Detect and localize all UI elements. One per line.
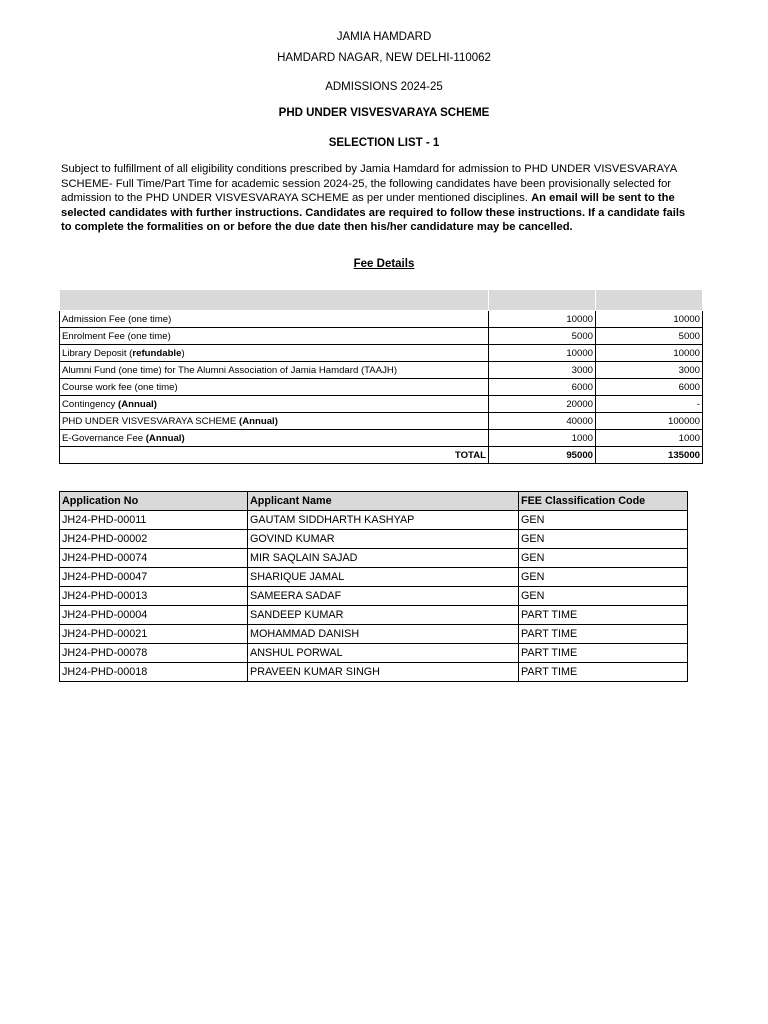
fee-classification-code: GEN: [519, 549, 688, 568]
application-no: JH24-PHD-00011: [60, 511, 248, 530]
institution-name: JAMIA HAMDARD: [336, 31, 432, 43]
table-row: [60, 549, 688, 568]
fee-label: Alumni Fund (one time) for The Alumni Association of Jamia Hamdard (TAAJH): [62, 364, 398, 376]
fee-amount-col2: 10000: [596, 311, 703, 328]
application-no: JH24-PHD-00078: [60, 644, 248, 663]
table-row: [60, 606, 688, 625]
notice-bold-text: An email will be sent to the selected candidates with further instructions. Candidates are required to follow these instructions. If a candidate fails to complete the formalities on or before the due date then his/her candidature may be cancelled.: [61, 192, 686, 234]
program-title: PHD UNDER VISVESVARAYA SCHEME: [278, 107, 490, 119]
table-row: [60, 587, 688, 606]
fee-classification-code: PART TIME: [519, 606, 688, 625]
fee-label-cell: [60, 396, 489, 413]
fee-row: [60, 413, 703, 430]
fee-amount-col1: 40000: [489, 413, 596, 430]
applicant-name: PRAVEEN KUMAR SINGH: [248, 663, 519, 682]
table-row: [60, 530, 688, 549]
institution-address: HAMDARD NAGAR, NEW DELHI-110062: [277, 52, 491, 64]
fee-header-cell: [596, 291, 703, 311]
fee-total-row: [60, 447, 703, 464]
notice-paragraph: [61, 162, 691, 235]
fee-label: Course work fee (one time): [62, 381, 178, 393]
fee-label-emphasis: (Annual): [239, 415, 278, 427]
fee-amount-col2: -: [596, 396, 703, 413]
fee-label: Admission Fee (one time): [62, 313, 172, 325]
fee-row: [60, 362, 703, 379]
fee-row: [60, 396, 703, 413]
fee-total-col1: 95000: [489, 447, 596, 464]
fee-classification-code: GEN: [519, 568, 688, 587]
fee-label-cell: [60, 362, 489, 379]
fee-label-cell: [60, 379, 489, 396]
notice-text: Subject to fulfillment of all eligibility conditions prescribed by Jamia Hamdard for admission to PHD UNDER VISVESVARAYA SCHEME- Full Time/Part Time for academic session 2024-25, the following candidates have been provisionally selected for admission to the PHD UNDER VISVESVARAYA SCHEME as per under mentioned disciplines.: [61, 163, 677, 205]
application-no: JH24-PHD-00018: [60, 663, 248, 682]
applicant-name: SAMEERA SADAF: [248, 587, 519, 606]
application-no: JH24-PHD-00004: [60, 606, 248, 625]
fee-label: E-Governance Fee: [62, 432, 146, 444]
table-row: [60, 511, 688, 530]
applicant-name: MOHAMMAD DANISH: [248, 625, 519, 644]
fee-amount-col2: 6000: [596, 379, 703, 396]
fee-total-col2: 135000: [596, 447, 703, 464]
table-row: [60, 644, 688, 663]
application-no: JH24-PHD-00021: [60, 625, 248, 644]
fee-label-cell: [60, 311, 489, 328]
fee-row: [60, 430, 703, 447]
applicant-name: ANSHUL PORWAL: [248, 644, 519, 663]
fee-table: [59, 290, 703, 464]
fee-classification-code: PART TIME: [519, 625, 688, 644]
fee-row: [60, 379, 703, 396]
fee-amount-col1: 5000: [489, 328, 596, 345]
fee-classification-code: PART TIME: [519, 663, 688, 682]
header-applicant-name: Applicant Name: [248, 492, 519, 511]
fee-amount-col2: 5000: [596, 328, 703, 345]
selection-list-title: SELECTION LIST - 1: [328, 137, 440, 149]
fee-amount-col1: 3000: [489, 362, 596, 379]
fee-classification-code: GEN: [519, 530, 688, 549]
fee-table-header-row: [60, 291, 703, 311]
fee-details-title: Fee Details: [353, 258, 415, 270]
application-no: JH24-PHD-00047: [60, 568, 248, 587]
header-fee-code: FEE Classification Code: [519, 492, 688, 511]
fee-label-tail: ): [181, 347, 185, 359]
fee-header-cell: [489, 291, 596, 311]
fee-amount-col1: 20000: [489, 396, 596, 413]
fee-label: Enrolment Fee (one time): [62, 330, 171, 342]
fee-label-cell: [60, 413, 489, 430]
applicant-name: SANDEEP KUMAR: [248, 606, 519, 625]
application-no: JH24-PHD-00002: [60, 530, 248, 549]
fee-classification-code: PART TIME: [519, 644, 688, 663]
fee-amount-col1: 10000: [489, 345, 596, 362]
admissions-title: ADMISSIONS 2024-25: [325, 81, 443, 93]
applicant-name: GAUTAM SIDDHARTH KASHYAP: [248, 511, 519, 530]
fee-label-cell: [60, 328, 489, 345]
fee-row: [60, 311, 703, 328]
fee-amount-col2: 100000: [596, 413, 703, 430]
applicant-name: MIR SAQLAIN SAJAD: [248, 549, 519, 568]
fee-row: [60, 345, 703, 362]
application-no: JH24-PHD-00074: [60, 549, 248, 568]
applicants-table: [59, 491, 688, 682]
table-row: [60, 663, 688, 682]
fee-label-emphasis: (Annual): [118, 398, 157, 410]
fee-label-cell: [60, 345, 489, 362]
applicant-name: GOVIND KUMAR: [248, 530, 519, 549]
fee-classification-code: GEN: [519, 511, 688, 530]
fee-label-cell: [60, 430, 489, 447]
applicant-name: SHARIQUE JAMAL: [248, 568, 519, 587]
header-application-no: Application No: [60, 492, 248, 511]
fee-amount-col1: 1000: [489, 430, 596, 447]
applicants-header-row: [60, 492, 688, 511]
fee-label-emphasis: refundable: [132, 347, 182, 359]
fee-label: Contingency: [62, 398, 118, 410]
fee-amount-col2: 3000: [596, 362, 703, 379]
fee-classification-code: GEN: [519, 587, 688, 606]
fee-label-emphasis: (Annual): [145, 432, 185, 444]
fee-amount-col2: 1000: [596, 430, 703, 447]
table-row: [60, 568, 688, 587]
fee-label: Library Deposit (: [62, 347, 133, 359]
application-no: JH24-PHD-00013: [60, 587, 248, 606]
fee-header-cell: [60, 291, 489, 311]
fee-row: [60, 328, 703, 345]
fee-amount-col1: 10000: [489, 311, 596, 328]
fee-total-label: TOTAL: [60, 447, 489, 464]
fee-amount-col1: 6000: [489, 379, 596, 396]
fee-amount-col2: 10000: [596, 345, 703, 362]
fee-label: PHD UNDER VISVESVARAYA SCHEME: [62, 415, 239, 427]
table-row: [60, 625, 688, 644]
